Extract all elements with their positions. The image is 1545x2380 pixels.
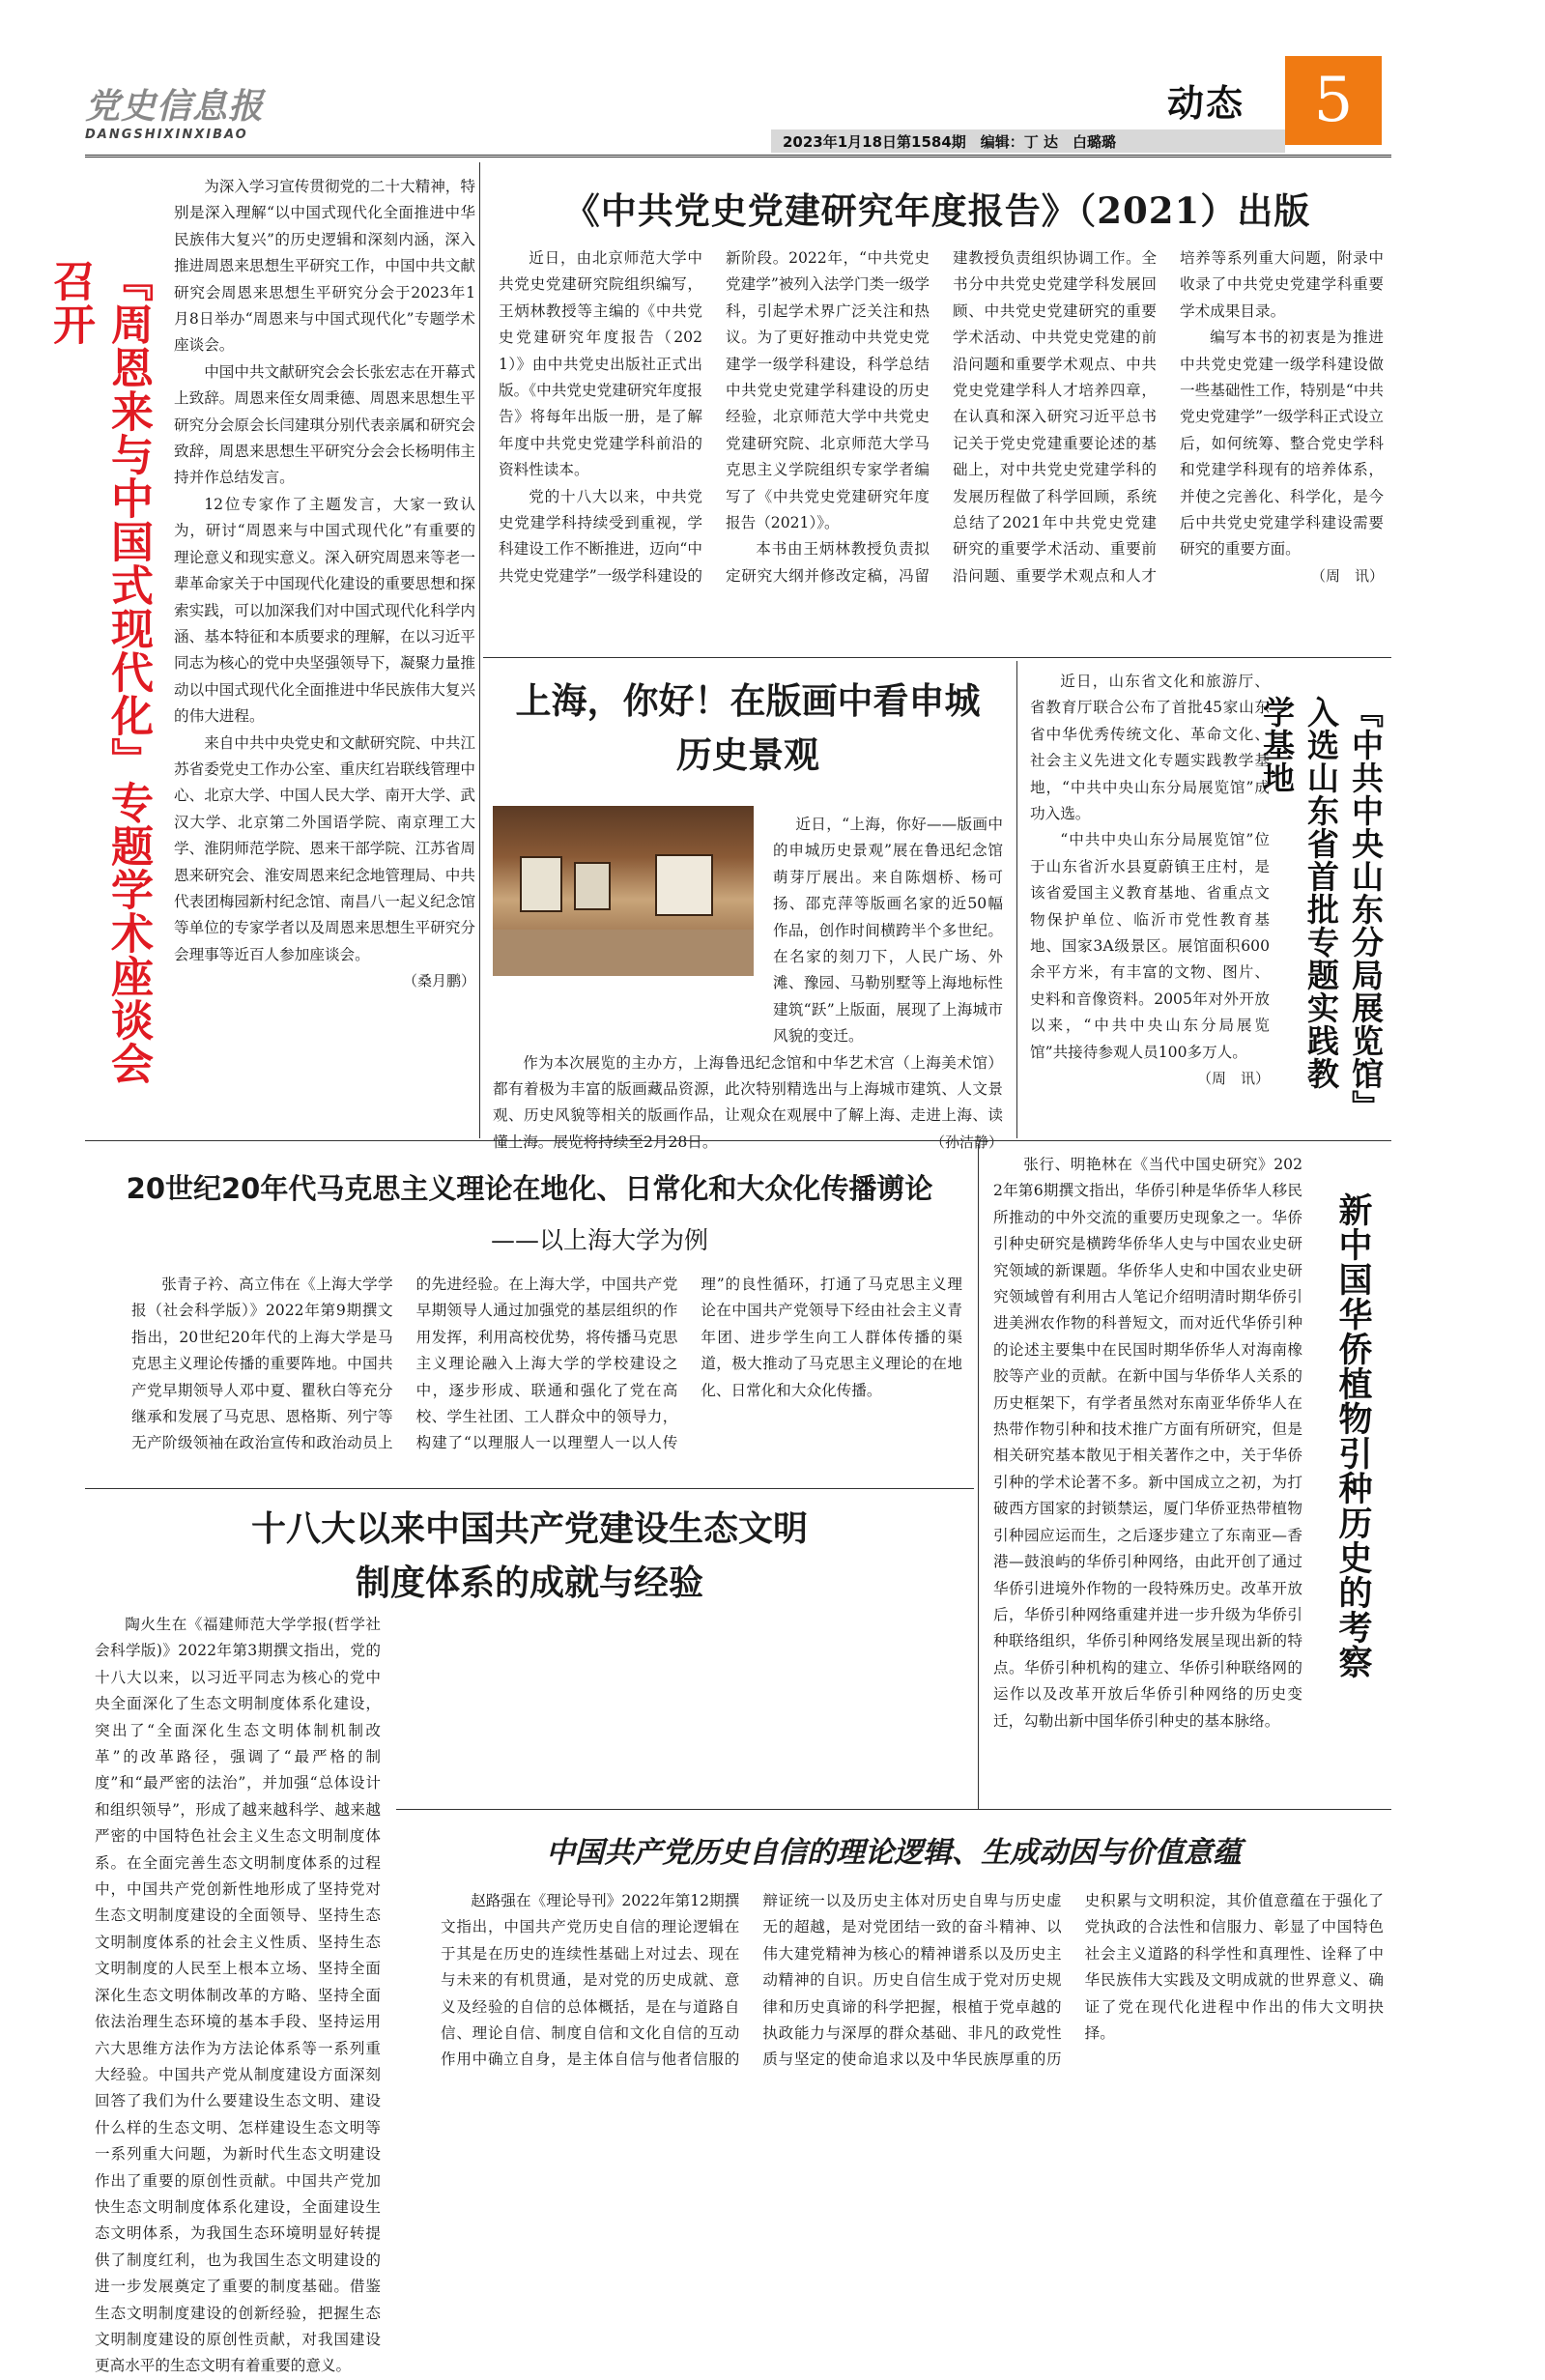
article-title [483,674,1013,783]
title-line: 十八大以来中国共产党建设生态文明 [250,1508,808,1549]
paragraph: 本书由王炳林教授负责拟定研究大纲并修改定稿，冯留建教授负责组织协调工作。全书分中共党史党建学科发展回顾、中共党史党建研究的重要学术活动、中共党史党建的前沿问题和重要学术观点、中共党史党建学科人才培养四章，在认真和深入研究习近平总书记关于党史党建重要论述的基础上，对中共党史党建学科的发展历程做了科学回顾，系统总结了2021年中共党史党建研究的重要学术活动、重要前沿问题、重要学术观点和人才培养等系列重大问题，附录中收录了中共党史党建学科重要学术成果目录。 [726,249,1384,585]
article-title: 『中共中央山东分局展览馆』入选山东省首批专题实践教学基地 [1258,696,1385,1107]
byline: （周 讯） [1310,566,1384,585]
paragraph: 近日，“上海，你好——版画中的申城历史景观”展在鲁迅纪念馆萌芽厅展出。来自陈烟桥、杨可扬、邵克萍等版画名家的近50幅作品，创作时间横跨半个多世纪。在名家的刻刀下，人民广场、外滩、豫园、马勒别墅等上海地标性建筑“跃”上版面，展现了上海城市风貌的变迁。 [773,816,1003,1046]
article-body [174,174,475,995]
newspaper-logo-pinyin: DANGSHIXINXIBAO [85,128,248,142]
article-title: 新中国华侨植物引种历史的考察 [1333,1192,1372,1679]
article-body [993,1152,1302,1735]
article-marxism-shanghai-university [85,1144,974,1488]
article-title: 《中共党史党建研究年度报告》（2021）出版 [563,189,1311,232]
article-title [85,1502,974,1610]
paragraph: 为深入学习宣传贯彻党的二十大精神，特别是深入理解“以中国式现代化全面推进中华民族伟大复兴”的历史逻辑和深刻内涵，深入推进周恩来思想生平研究工作，中国中共文献研究会周恩来思想生平研究分会于2023年1月8日举办“周恩来与中国式现代化”专题学术座谈会。 [174,178,475,355]
paragraph: 近日，山东省文化和旅游厅、省教育厅联合公布了首批45家山东省中华优秀传统文化、革命文化、社会主义先进文化专题实践教学基地，“中共中央山东分局展览馆”成功入选。 [1030,673,1270,823]
column-divider [978,1144,979,1809]
title-line: 上海，你好！在版画中看申城 [515,680,981,722]
article-subtitle: ——以上海大学为例 [491,1226,709,1254]
page-number: 5 [1313,65,1354,136]
article-shandong-exhibition [1020,661,1391,1138]
paragraph: 来自中共中央党史和文献研究院、中共江苏省委党史工作办公室、重庆红岩联线管理中心、北京大学、中国人民大学、南开大学、武汉大学、北京第二外国语学院、南京理工大学、淮阴师范学院、恩来干部学院、江苏省周恩来研究会、淮安周恩来纪念地管理局、中共代表团梅园新村纪念馆、南昌八一起义纪念馆等单位的专家学者以及周恩来思想生平研究分会理事等近百人参加座谈会。 [174,733,475,963]
paragraph: 陶火生在《福建师范大学学报(哲学社会科学版)》2022年第3期撰文指出，党的十八大以来，以习近平同志为核心的党中央全面深化了生态文明制度体系化建设，突出了“全面深化生态文明体制机制改革”的改革路径，强调了“最严格的制度”和“最严密的法治”，并加强“总体设计和组织领导”，形成了越来越科学、越来越严密的中国特色社会主义生态文明制度体系。在全面完善生态文明制度体系的过程中，中国共产党创新性地形成了坚持党对生态文明制度建设的全面领导、坚持生态文明制度体系的社会主义性质、坚持生态文明制度的人民至上根本立场、坚持全面深化生态文明体制改革的方略、坚持全面依法治理生态环境的基本手段、坚持运用六大思维方法作为方法论体系等一系列重大经验。中国共产党从制度建设方面深刻回答了我们为什么要建设生态文明、建设什么样的生态文明、怎样建设生态文明等一系列重大问题，为新时代生态文明建设作出了重要的原创性贡献。中国共产党加快生态文明制度体系化建设，全面建设生态文明体系，为我国生态环境明显好转提供了制度红利，也为我国生态文明建设的进一步发展奠定了重要的制度基础。借鉴生态文明制度建设的创新经验，把握生态文明制度建设的原创性贡献，对我国建设更高水平的生态文明有着重要的意义。 [95,1616,381,2375]
article-body [441,1888,1384,2074]
article-body [493,812,1003,1157]
section-divider [85,1488,974,1489]
paragraph: 12位专家作了主题发言，大家一致认为，研讨“周恩来与中国式现代化”有重要的理论意义和现实意义。深入研究周恩来等老一辈革命家关于中国现代化建设的重要思想和探索实践，可以加深我们对中国式现代化科学内涵、基本特征和本质要求的理解，在以习近平同志为核心的党中央坚强领导下，凝聚力量推动以中国式现代化全面推进中华民族伟大复兴的伟大进程。 [174,495,475,726]
section-divider [483,657,1391,658]
byline: （孙洁静） [930,1133,1003,1152]
ecological-article-body [95,1612,381,2375]
paragraph: 作为本次展览的主办方，上海鲁迅纪念馆和中华艺术宫（上海美术馆）都有着极为丰富的版画藏品资源，此次特别精选出与上海城市建筑、人文景观、历史风貌等相关的版画作品，让观众在观展中了解上海、走进上海、读懂上海。展览将持续至2月28日。 [493,1053,1003,1151]
newspaper-logo: 党史信息报 [85,87,265,127]
article-annual-report [483,162,1391,657]
article-body [499,245,1384,589]
title-line: 制度体系的成就与经验 [355,1563,703,1603]
article-overseas-chinese-plants [982,1144,1391,1809]
article-historical-confidence [396,1813,1391,2103]
paragraph: “中共中央山东分局展览馆”位于山东省沂水县夏蔚镇王庄村，是该省爱国主义教育基地、省重点文物保护单位、临沂市党性教育基地、国家3A级景区。展馆面积600余平方米，有丰富的文物、图片、史料和音像资料。2005年对外开放以来，“中共中央山东分局展览馆”共接待参观人员100多万人。 [1030,831,1270,1061]
paragraph: 党的十八大以来，中共党史党建学科持续受到重视，学科建设工作不断推进，迈向“中共党史党建学”一级学科建设的新阶段。2022年，“中共党史党建学”被列入法学门类一级学科，引起学术界广泛关注和热议。为了更好推动中共党史党建学一级学科建设，科学总结中共党史党建学科建设的历史经验，北京师范大学中共党史党建研究院、北京师范大学马克思主义学院组织专家学者编写了《中共党史党建研究年度报告（2021）》。 [499,249,930,585]
article-body [131,1272,962,1457]
section-divider [396,1809,1391,1810]
article-title: 『周恩来与中国式现代化』专题学术座谈会召开 [45,259,153,1085]
article-shanghai-prints [483,661,1013,1152]
paragraph: 张青子衿、高立伟在《上海大学学报（社会科学版）》2022年第9期撰文指出，20世纪20年代的上海大学是马克思主义理论传播的重要阵地。中国共产党早期领导人邓中夏、瞿秋白等充分继承和发展了马克思、恩格斯、列宁等无产阶级领袖在政治宣传和政治动员上的先进经验。在上海大学，中国共产党早期领导人通过加强党的基层组织的作用发挥，利用高校优势，将传播马克思主义理论融入上海大学的学校建设之中，逐步形成、联通和强化了党在高校、学生社团、工人群众中的领导力，构建了“以理服人一以理塑人一以人传理”的良性循环，打通了马克思主义理论在中国共产党领导下经由社会主义青年团、进步学生向工人群体传播的渠道，极大推动了马克思主义理论的在地化、日常化和大众化传播。 [131,1276,962,1452]
paragraph: 中国中共文献研究会会长张宏志在开幕式上致辞。周恩来侄女周秉德、周恩来思想生平研究分会原会长闫建琪分别代表亲属和研究会致辞，周恩来思想生平研究分会会长杨明伟主持并作总结发言。 [174,362,475,487]
column-divider [1016,661,1017,1138]
section-name: 动态 [1167,82,1245,125]
column-divider [479,162,480,1138]
byline: （周 讯） [1196,1070,1270,1088]
paragraph: 编写本书的初衷是为推进中共党史党建一级学科建设做一些基础性工作，特别是“中共党史党建学”一级学科正式设立后，如何统筹、整合党史学科和党建学科现有的培养体系，并使之完善化、科学化，是今后中共党史党建学科建设需要研究的重要方面。 [1180,329,1384,559]
title-line: 历史景观 [676,734,819,776]
paragraph: 张行、明艳林在《当代中国史研究》2022年第6期撰文指出，华侨引种是华侨华人移民所推动的中外交流的重要历史现象之一。华侨引种史研究是横跨华侨华人史与中国农业史研究领域的新课题。华侨华人史和中国农业史研究领域曾有利用古人笔记介绍明清时期华侨引进美洲农作物的科普短文，而对近代华侨引种的论述主要集中在民国时期华侨华人对海南橡胶等产业的贡献。在新中国与华侨华人关系的历史框架下，有学者虽然对东南亚华侨华人在热带作物引种和技术推广方面有所研究，但是相关研究基本散见于相关著作之中，关于华侨引种的学术论著不多。新中国成立之初，为打破西方国家的封锁禁运，厦门华侨亚热带植物引种园应运而生，之后逐步建立了东南亚—香港—鼓浪屿的华侨引种网络，由此开创了通过华侨引进境外作物的一段特殊历史。改革开放后，华侨引种网络重建并进一步升级为华侨引种联络组织，华侨引种网络发展呈现出新的特点。华侨引种机构的建立、华侨引种联络网的运作以及改革开放后华侨引种网络的历史变迁，勾勒出新中国华侨引种史的基本脉络。 [993,1156,1302,1730]
ecological-article-body-cont [396,1612,972,1782]
article-title: 20世纪20年代马克思主义理论在地化、日常化和大众化传播谫论 [126,1172,933,1205]
article-zhou-enlai-symposium [45,162,477,1138]
masthead [0,0,1545,155]
article-title: 中国共产党历史自信的理论逻辑、生成动因与价值意蕴 [546,1836,1242,1870]
section-divider [85,1140,1391,1141]
paragraph: 赵路强在《理论导刊》2022年第12期撰文指出，中国共产党历史自信的理论逻辑在于其是在历史的连续性基础上对过去、现在与未来的有机贯通，是对党的历史成就、意义及经验的自信的总体概括，是在与道路自信、理论自信、制度自信和文化自信的互动作用中确立自身，是主体自信与他者信服的辩证统一以及历史主体对历史自卑与历史虚无的超越，是对党团结一致的奋斗精神、以伟大建党精神为核心的精神谱系以及历史主动精神的自识。历史自信生成于党对历史规律和历史真谛的科学把握，根植于党卓越的执政能力与深厚的群众基础、非凡的政党性质与坚定的使命追求以及中华民族厚重的历史积累与文明积淀，其价值意蕴在于强化了党执政的合法性和信服力、彰显了中国特色社会主义道路的科学性和真理性、诠释了中华民族伟大实践及文明成就的世界意义、确证了党在现代化进程中作出的伟大文明抉择。 [441,1892,1384,2069]
issue-line: 2023年1月18日第1584期 编辑：丁 达 白璐璐 [783,133,1117,151]
byline: （桑月鹏） [402,972,475,990]
article-body [1030,669,1270,1093]
paragraph: 近日，由北京师范大学中共党史党建研究院组织编写，王炳林教授等主编的《中共党史党建研究年度报告（2021）》由中共党史出版社正式出版。《中共党史党建研究年度报告》将每年出版一册，是了解年度中共党史党建学科前沿的资料性读本。 [499,249,702,479]
masthead-rule [85,155,1391,158]
